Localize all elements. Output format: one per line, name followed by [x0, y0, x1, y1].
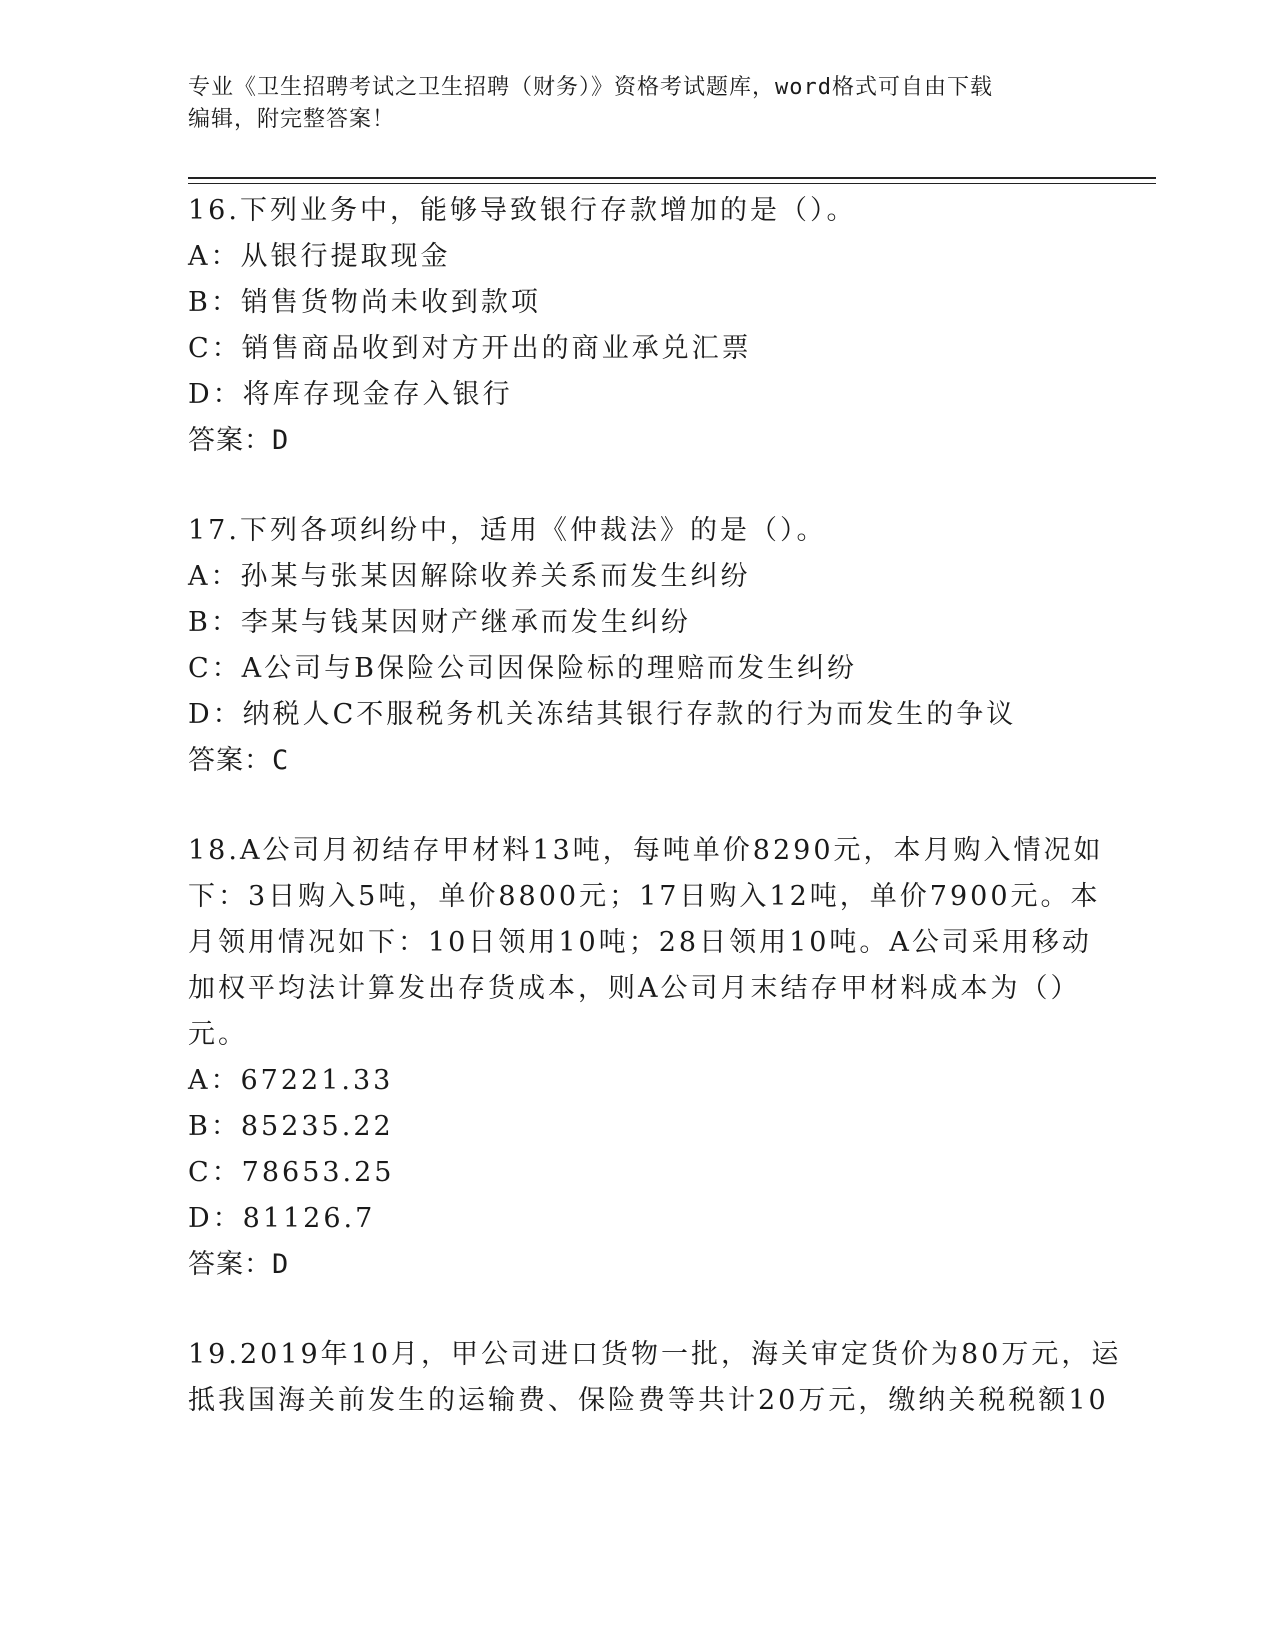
header-line-2: 编辑，附完整答案！: [188, 107, 396, 132]
option-c: C：A公司与B保险公司因保险标的理赔而发生纠纷: [188, 653, 857, 684]
question-16: [188, 188, 1088, 464]
header-line-1: 专业《卫生招聘考试之卫生招聘（财务）》资格考试题库，word格式可自由下载: [188, 75, 993, 100]
option-b: B：李某与钱某因财产继承而发生纠纷: [188, 607, 691, 638]
stem-line: 抵我国海关前发生的运输费、保险费等共计20万元，缴纳关税税额10: [188, 1385, 1109, 1416]
answer-line: 答案：C: [188, 745, 290, 776]
option-d: D：将库存现金存入银行: [188, 379, 513, 410]
option-c: C：销售商品收到对方开出的商业承兑汇票: [188, 333, 752, 364]
question-list: [188, 188, 1122, 1424]
stem-line: 18.A公司月初结存甲材料13吨，每吨单价8290元，本月购入情况如: [188, 835, 1104, 866]
option-b: B：85235.22: [188, 1111, 394, 1142]
option-a: A：从银行提取现金: [188, 241, 451, 272]
option-a: A：67221.33: [188, 1065, 394, 1096]
option-d: D：81126.7: [188, 1203, 376, 1234]
question-17: [188, 508, 1088, 784]
document-header: [188, 72, 1068, 136]
option-a: A：孙某与张某因解除收养关系而发生纠纷: [188, 561, 751, 592]
header-rule-thick: [188, 177, 1156, 179]
question-gap: [188, 1288, 1088, 1332]
question-gap: [188, 464, 1088, 508]
stem-line: 19.2019年10月，甲公司进口货物一批，海关审定货价为80万元，运: [188, 1339, 1122, 1370]
stem-line: 16.下列业务中，能够导致银行存款增加的是（）。: [188, 195, 857, 226]
header-rule-thin: [188, 183, 1156, 184]
question-stem: [188, 1332, 1122, 1424]
option-b: B：销售货物尚未收到款项: [188, 287, 541, 318]
question-stem: [188, 828, 1104, 1058]
answer-line: 答案：D: [188, 425, 290, 456]
question-gap: [188, 784, 1088, 828]
question-stem: [188, 508, 1088, 554]
option-c: C：78653.25: [188, 1157, 395, 1188]
stem-line: 月领用情况如下：10日领用10吨；28日领用10吨。A公司采用移动: [188, 927, 1092, 958]
stem-line: 下：3日购入5吨，单价8800元；17日购入12吨，单价7900元。本: [188, 881, 1101, 912]
stem-line: 加权平均法计算发出存货成本，则A公司月末结存甲材料成本为（）: [188, 973, 1081, 1004]
question-18: [188, 828, 1104, 1288]
option-d: D：纳税人C不服税务机关冻结其银行存款的行为而发生的争议: [188, 699, 1017, 730]
stem-line: 17.下列各项纠纷中，适用《仲裁法》的是（）。: [188, 515, 827, 546]
question-19: [188, 1332, 1122, 1424]
question-stem: [188, 188, 1088, 234]
answer-line: 答案：D: [188, 1249, 290, 1280]
stem-line: 元。: [188, 1019, 248, 1050]
